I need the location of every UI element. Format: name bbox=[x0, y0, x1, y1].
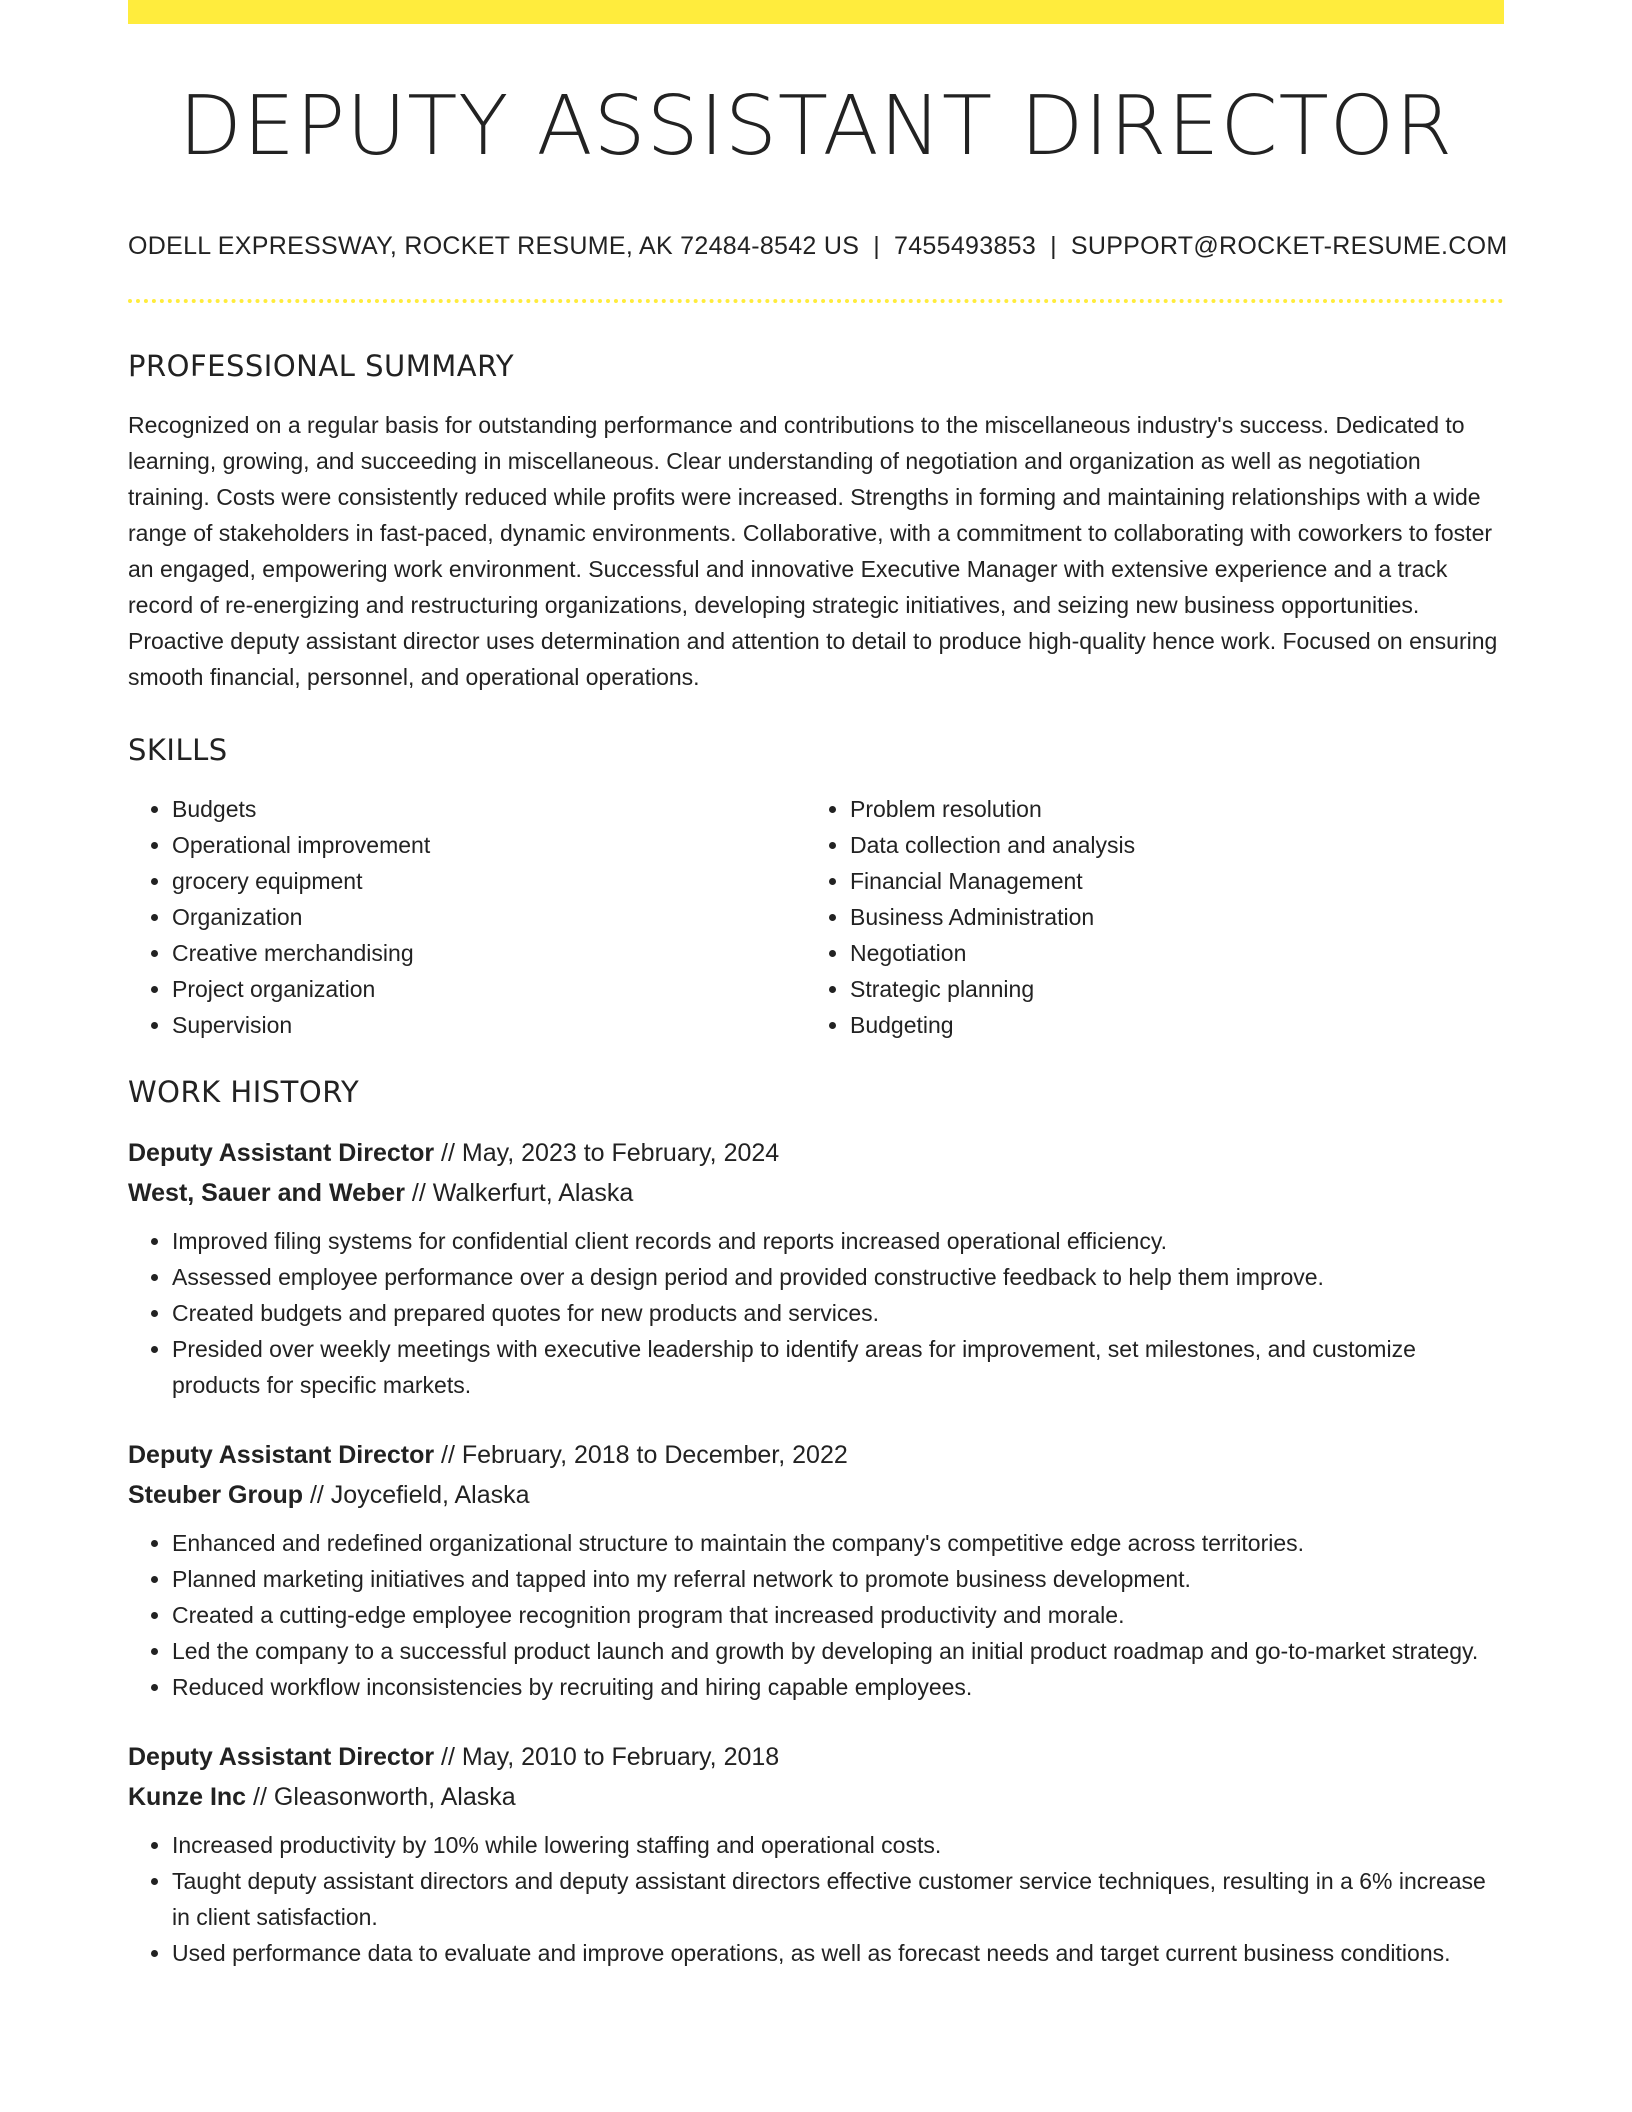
job-company: Kunze Inc bbox=[128, 1783, 247, 1811]
job-company-line bbox=[128, 1475, 1504, 1515]
summary-text: Recognized on a regular basis for outstanding performance and contributions to the miscellaneous industry's success. Dedicated to learning, growing, and succeeding in miscellaneous. Clear understanding of negotiation and organization as well as negotiation training. Costs were consistently reduced while profits were increased. Strengths in forming and maintaining relationships with a wide range of stakeholders in fast-paced, dynamic environments. Collaborative, with a commitment to collaborating with coworkers to foster an engaged, empowering work environment. Successful and innovative Executive Manager with extensive experience and a track record of re-energizing and restructuring organizations, developing strategic initiatives, and seizing new business opportunities. Proactive deputy assistant director uses determination and attention to detail to produce high-quality hence work. Focused on ensuring smooth financial, personnel, and operational operations. bbox=[128, 412, 1498, 690]
skills-right-list bbox=[806, 791, 1500, 1043]
skill-item: • Creative merchandising bbox=[172, 935, 806, 971]
contact-line bbox=[128, 232, 1508, 261]
job-company: Steuber Group bbox=[128, 1481, 304, 1509]
job-bullets bbox=[128, 1827, 1504, 1971]
summary-heading: PROFESSIONAL SUMMARY bbox=[128, 349, 515, 383]
job-bullet: • Taught deputy assistant directors and deputy assistant directors effective customer service techniques, resulting in a 6% increase in client satisfaction. bbox=[172, 1863, 1504, 1935]
job-location: // Gleasonworth, Alaska bbox=[253, 1783, 516, 1811]
job-location: // Joycefield, Alaska bbox=[309, 1481, 530, 1509]
contact-address: ODELL EXPRESSWAY, ROCKET RESUME, AK 72484-8542 US bbox=[128, 232, 860, 260]
skill-item: • Negotiation bbox=[850, 935, 1500, 971]
skills-section bbox=[128, 733, 1504, 1043]
skill-item: • Business Administration bbox=[850, 899, 1500, 935]
contact-email: SUPPORT@ROCKET-RESUME.COM bbox=[1070, 232, 1508, 260]
job-company: West, Sauer and Weber bbox=[128, 1179, 405, 1207]
resume-name: DEPUTY ASSISTANT DIRECTOR bbox=[178, 79, 1454, 174]
skills-heading: SKILLS bbox=[128, 733, 228, 767]
job-dates: // February, 2018 to December, 2022 bbox=[441, 1441, 848, 1469]
job-entry bbox=[128, 1435, 1504, 1705]
skill-item: • grocery equipment bbox=[172, 863, 806, 899]
skill-item: • Problem resolution bbox=[850, 791, 1500, 827]
job-bullet: • Assessed employee performance over a design period and provided constructive feedback to help them improve. bbox=[172, 1259, 1504, 1295]
job-title: Deputy Assistant Director bbox=[128, 1743, 435, 1771]
job-bullet: • Enhanced and redefined organizational structure to maintain the company's competitive edge across territories. bbox=[172, 1525, 1504, 1561]
skill-item: • Budgets bbox=[172, 791, 806, 827]
contact-separator: | bbox=[873, 232, 881, 260]
job-bullets bbox=[128, 1525, 1504, 1705]
job-entry bbox=[128, 1133, 1504, 1403]
dotted-divider bbox=[128, 299, 1504, 303]
summary-section bbox=[128, 349, 1504, 695]
job-entry bbox=[128, 1737, 1504, 1971]
job-bullets bbox=[128, 1223, 1504, 1403]
job-bullet: • Created budgets and prepared quotes for new products and services. bbox=[172, 1295, 1504, 1331]
skill-item: • Organization bbox=[172, 899, 806, 935]
skill-item: • Operational improvement bbox=[172, 827, 806, 863]
work-history-section bbox=[128, 1075, 1504, 1971]
job-company-line bbox=[128, 1173, 1504, 1213]
skill-item: • Data collection and analysis bbox=[850, 827, 1500, 863]
job-bullet: • Increased productivity by 10% while lowering staffing and operational costs. bbox=[172, 1827, 1504, 1863]
job-bullet: • Presided over weekly meetings with executive leadership to identify areas for improvement, set milestones, and customize products for specific markets. bbox=[172, 1331, 1504, 1403]
contact-separator: | bbox=[1050, 232, 1057, 260]
job-bullet: • Led the company to a successful product launch and growth by developing an initial product roadmap and go-to-market strategy. bbox=[172, 1633, 1504, 1669]
job-company-line bbox=[128, 1777, 1504, 1817]
skill-item: • Strategic planning bbox=[850, 971, 1500, 1007]
skills-left-list bbox=[128, 791, 806, 1043]
job-dates: // May, 2023 to February, 2024 bbox=[441, 1139, 780, 1167]
skill-item: • Financial Management bbox=[850, 863, 1500, 899]
resume-page bbox=[128, 0, 1508, 1971]
job-bullet: • Improved filing systems for confidential client records and reports increased operational efficiency. bbox=[172, 1223, 1504, 1259]
contact-phone: 7455493853 bbox=[894, 232, 1037, 260]
top-accent-bar bbox=[128, 0, 1504, 24]
skill-item: • Project organization bbox=[172, 971, 806, 1007]
job-title-line bbox=[128, 1133, 1504, 1173]
skill-item: • Supervision bbox=[172, 1007, 806, 1043]
job-title-line bbox=[128, 1435, 1504, 1475]
skill-item: • Budgeting bbox=[850, 1007, 1500, 1043]
job-location: // Walkerfurt, Alaska bbox=[411, 1179, 634, 1207]
job-bullet: • Used performance data to evaluate and improve operations, as well as forecast needs and target current business conditions. bbox=[172, 1935, 1504, 1971]
job-bullet: • Planned marketing initiatives and tapped into my referral network to promote business development. bbox=[172, 1561, 1504, 1597]
work-history-heading: WORK HISTORY bbox=[128, 1075, 360, 1109]
job-title: Deputy Assistant Director bbox=[128, 1441, 435, 1469]
job-title-line bbox=[128, 1737, 1504, 1777]
job-bullet: • Reduced workflow inconsistencies by recruiting and hiring capable employees. bbox=[172, 1669, 1504, 1705]
job-dates: // May, 2010 to February, 2018 bbox=[441, 1743, 780, 1771]
skills-columns bbox=[128, 791, 1504, 1043]
job-bullet: • Created a cutting-edge employee recognition program that increased productivity and morale. bbox=[172, 1597, 1504, 1633]
job-title: Deputy Assistant Director bbox=[128, 1139, 435, 1167]
